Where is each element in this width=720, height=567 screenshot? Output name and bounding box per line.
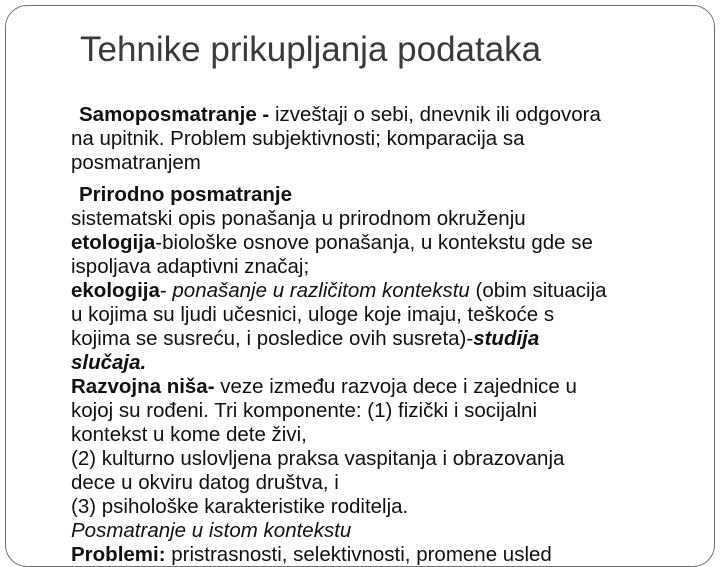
bullet-2-line-16: Problemi: pristrasnosti, selektivnosti, promene usled	[71, 543, 552, 566]
term-samoposmatranje: Samoposmatranje -	[79, 103, 275, 126]
bullet-1-line-2: na upitnik. Problem subjektivnosti; komparacija sa	[71, 127, 525, 150]
slide-title: Tehnike prikupljanja podataka	[80, 30, 542, 69]
term-problemi: Problemi:	[71, 543, 166, 566]
bullet-2-line-8	[71, 351, 146, 375]
bullet-2-line-5: ekologija- ponašanje u različitom kontekstu (obim situacija	[71, 279, 607, 302]
bullet-2-line-9: Razvojna niša- veze između razvoja dece i zajednice u	[71, 375, 577, 398]
term-slucaja: slučaja.	[71, 351, 147, 374]
term-prirodno-posmatranje: Prirodno posmatranje	[79, 183, 293, 206]
term-studija: studija	[473, 327, 540, 350]
bullet-2-line-13: dece u okviru datog društva, i	[71, 471, 339, 494]
term-posmatranje-u-istom-kontekstu: Posmatranje u istom kontekstu	[71, 519, 352, 542]
bullet-2-line-6: u kojima su ljudi učesnici, uloge koje imaju, teškoće s	[71, 303, 555, 326]
bullet-2-line-14: (3) psihološke karakteristike roditelja.	[71, 495, 409, 518]
bullet-1-line-3: posmatranjem	[71, 151, 201, 174]
bullet-2-line-10: kojoj su rođeni. Tri komponente: (1) fizički i socijalni	[71, 399, 537, 422]
bullet-2-line-2: sistematski opis ponašanja u prirodnom okruženju	[71, 207, 526, 230]
bullet-2-line-15	[71, 519, 351, 543]
bullet-2-line-1	[79, 183, 292, 207]
term-etologija: etologija	[71, 231, 156, 254]
term-razvojna-nisa: Razvojna niša-	[71, 375, 215, 398]
bullet-2-line-12: (2) kulturno uslovljena praksa vaspitanja i obrazovanja	[71, 447, 565, 470]
bullet-2-line-4: ispoljava adaptivni značaj;	[71, 255, 310, 278]
bullet-1-line-1: Samoposmatranje - izveštaji o sebi, dnevnik ili odgovora	[79, 103, 601, 126]
bullet-2-line-3: etologija-biološke osnove ponašanja, u kontekstu gde se	[71, 231, 593, 254]
bullet-2-line-11: kontekst u kome dete živi,	[71, 423, 307, 446]
term-ekologija: ekologija	[71, 279, 160, 302]
bullet-2-line-7: kojima se susreću, i posledice ovih susreta)-studija	[71, 327, 540, 350]
